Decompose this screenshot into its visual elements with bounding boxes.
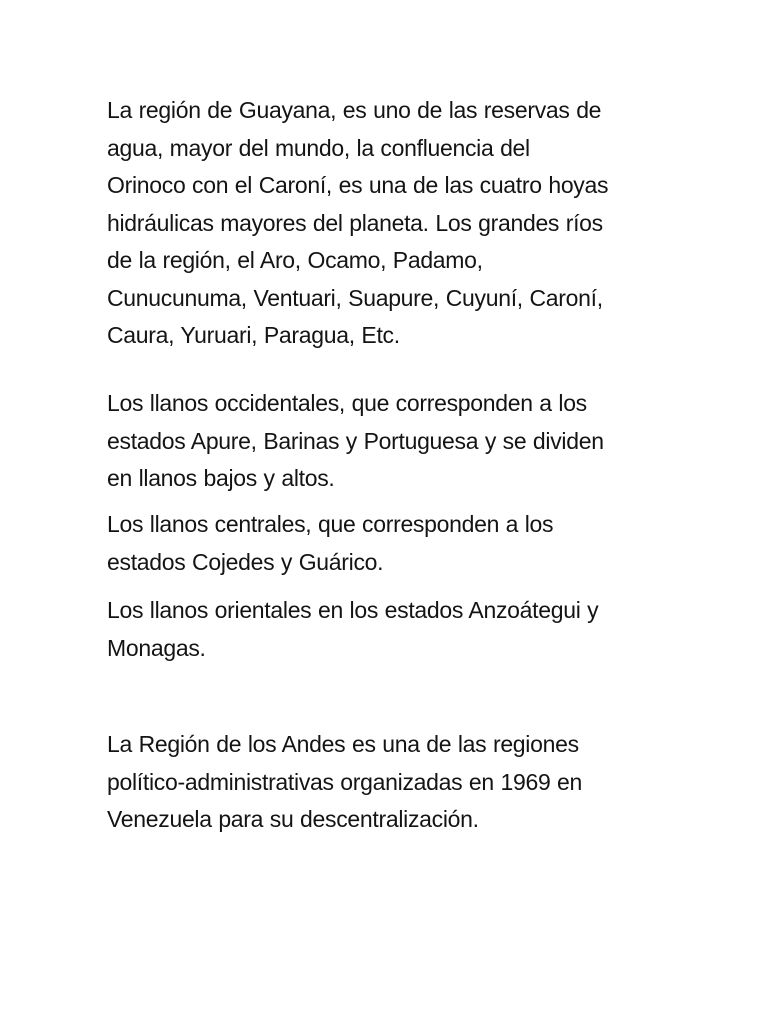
text-line: Los llanos centrales, que corresponden a los (107, 511, 554, 537)
paragraph-llanos-occidentales (107, 385, 707, 498)
text-line: de la región, el Aro, Ocamo, Padamo, (107, 247, 483, 273)
text-line: Venezuela para su descentralización. (107, 806, 479, 832)
text-line: Los llanos occidentales, que corresponden a los (107, 390, 587, 416)
text-line: político-administrativas organizadas en 1969 en (107, 768, 583, 795)
text-line: hidráulicas mayores del planeta. Los grandes ríos (107, 209, 603, 236)
text-line: La región de Guayana, es uno de las reservas de (107, 97, 602, 123)
text-line: en llanos bajos y altos. (107, 465, 335, 491)
paragraph-guayana (107, 92, 707, 355)
paragraph-llanos-centrales (107, 506, 707, 581)
paragraph-region-andes (107, 726, 707, 839)
text-line: Orinoco con el Caroní, es una de las cuatro hoyas (107, 172, 609, 198)
text-line: Monagas. (107, 634, 206, 661)
paragraph-llanos-orientales (107, 592, 707, 667)
text-line: estados Apure, Barinas y Portuguesa y se dividen (107, 427, 604, 454)
text-line: estados Cojedes y Guárico. (107, 548, 384, 575)
text-line: agua, mayor del mundo, la confluencia del (107, 134, 530, 161)
text-line: Los llanos orientales en los estados Anzoátegui y (107, 597, 599, 623)
text-line: Caura, Yuruari, Paragua, Etc. (107, 322, 400, 348)
text-line: Cunucunuma, Ventuari, Suapure, Cuyuní, Caroní, (107, 284, 603, 311)
text-line: La Región de los Andes es una de las regiones (107, 731, 579, 757)
